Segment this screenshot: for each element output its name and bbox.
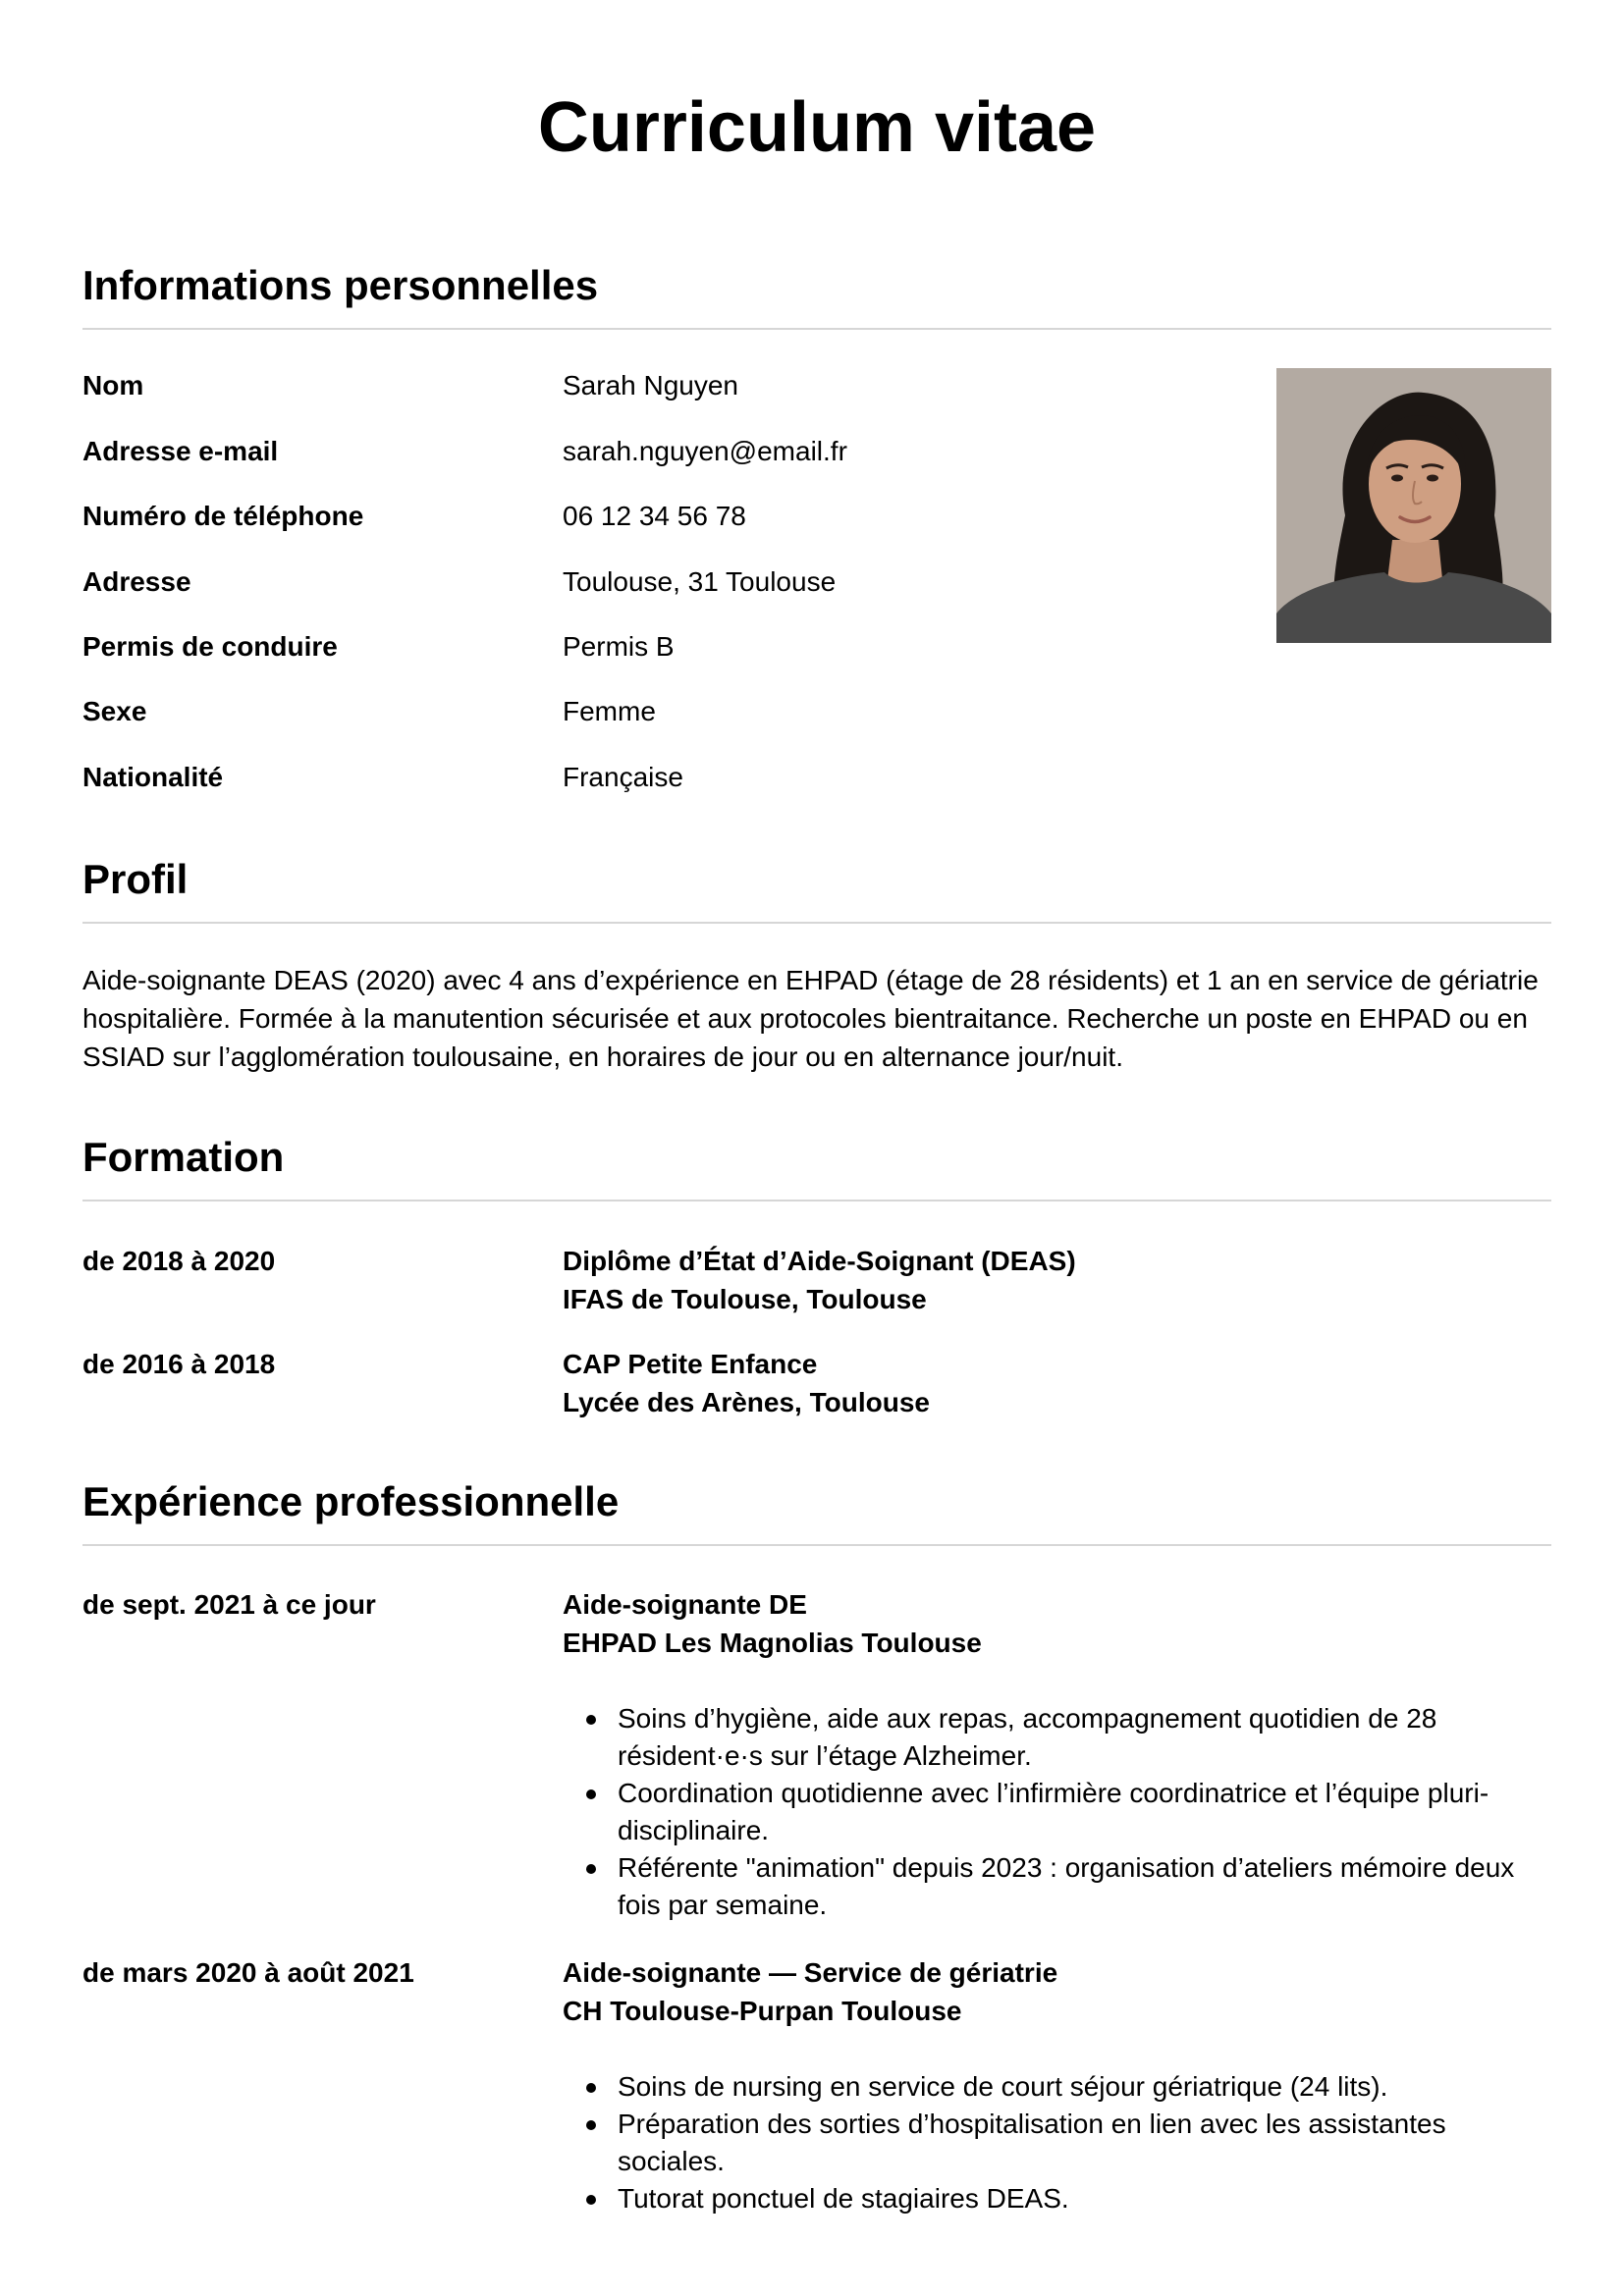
field-value: Toulouse, 31 Toulouse — [563, 566, 837, 597]
task-item: Préparation des sorties d’hospitalisation en lien avec les assistantes sociales. — [618, 2106, 1551, 2180]
experience-employer: CH Toulouse-Purpan Toulouse — [563, 1996, 962, 2026]
field-value: Permis B — [563, 631, 675, 662]
field-label: Adresse — [82, 566, 191, 597]
field-value: sarah.nguyen@email.fr — [563, 436, 847, 466]
education-school: IFAS de Toulouse, Toulouse — [563, 1284, 927, 1314]
document-title: Curriculum vitae — [537, 88, 1097, 167]
portrait-image — [1276, 368, 1551, 643]
field-value: 06 12 34 56 78 — [563, 501, 746, 531]
task-item: Soins de nursing en service de court séjour gériatrique (24 lits). — [618, 2068, 1551, 2106]
profile-photo — [1276, 368, 1551, 643]
task-item: Soins d’hygiène, aide aux repas, accompagnement quotidien de 28 résident·e·s sur l’étage Alzheimer. — [618, 1700, 1551, 1775]
experience-dates: de sept. 2021 à ce jour — [82, 1589, 376, 1620]
field-label: Adresse e-mail — [82, 436, 279, 466]
field-label: Sexe — [82, 696, 147, 726]
field-label: Permis de conduire — [82, 631, 338, 662]
field-value: Sarah Nguyen — [563, 370, 739, 400]
task-item: Référente "animation" depuis 2023 : organisation d’ateliers mémoire deux fois par semaine. — [618, 1849, 1551, 1924]
field-value: Française — [563, 762, 683, 792]
task-item: Tutorat ponctuel de stagiaires DEAS. — [618, 2180, 1551, 2217]
field-label: Nationalité — [82, 762, 224, 792]
section-heading-profile: Profil — [82, 855, 1551, 924]
field-label: Numéro de téléphone — [82, 501, 364, 531]
experience-dates: de mars 2020 à août 2021 — [82, 1957, 414, 1988]
section-heading-personal: Informations personnelles — [82, 261, 1551, 330]
task-item: Coordination quotidienne avec l’infirmière coordinatrice et l’équipe pluri-disciplinaire. — [618, 1775, 1551, 1849]
experience-role: Aide-soignante DE — [563, 1589, 807, 1620]
education-dates: de 2016 à 2018 — [82, 1349, 276, 1379]
field-label: Nom — [82, 370, 144, 400]
field-value: Femme — [563, 696, 656, 726]
experience-employer: EHPAD Les Magnolias Toulouse — [563, 1628, 982, 1658]
task-list — [563, 2068, 1551, 2217]
education-dates: de 2018 à 2020 — [82, 1246, 276, 1276]
education-school: Lycée des Arènes, Toulouse — [563, 1387, 930, 1417]
experience-role: Aide-soignante — Service de gériatrie — [563, 1957, 1058, 1988]
task-list — [563, 1700, 1551, 1924]
profile-summary: Aide-soignante DEAS (2020) avec 4 ans d’expérience en EHPAD (étage de 28 résidents) et 1 an en service de gériatrie hospitalière. Formée à la manutention sécurisée et aux protocoles bientraitance. Recherche un poste en EHPAD ou en SSIAD sur l’agglomération toulousaine, en horaires de jour ou en alternance jour/nuit. — [82, 965, 1539, 1072]
education-degree: Diplôme d’État d’Aide-Soignant (DEAS) — [563, 1246, 1076, 1276]
section-heading-experience: Expérience professionnelle — [82, 1477, 1551, 1546]
education-degree: CAP Petite Enfance — [563, 1349, 818, 1379]
section-heading-education: Formation — [82, 1133, 1551, 1201]
